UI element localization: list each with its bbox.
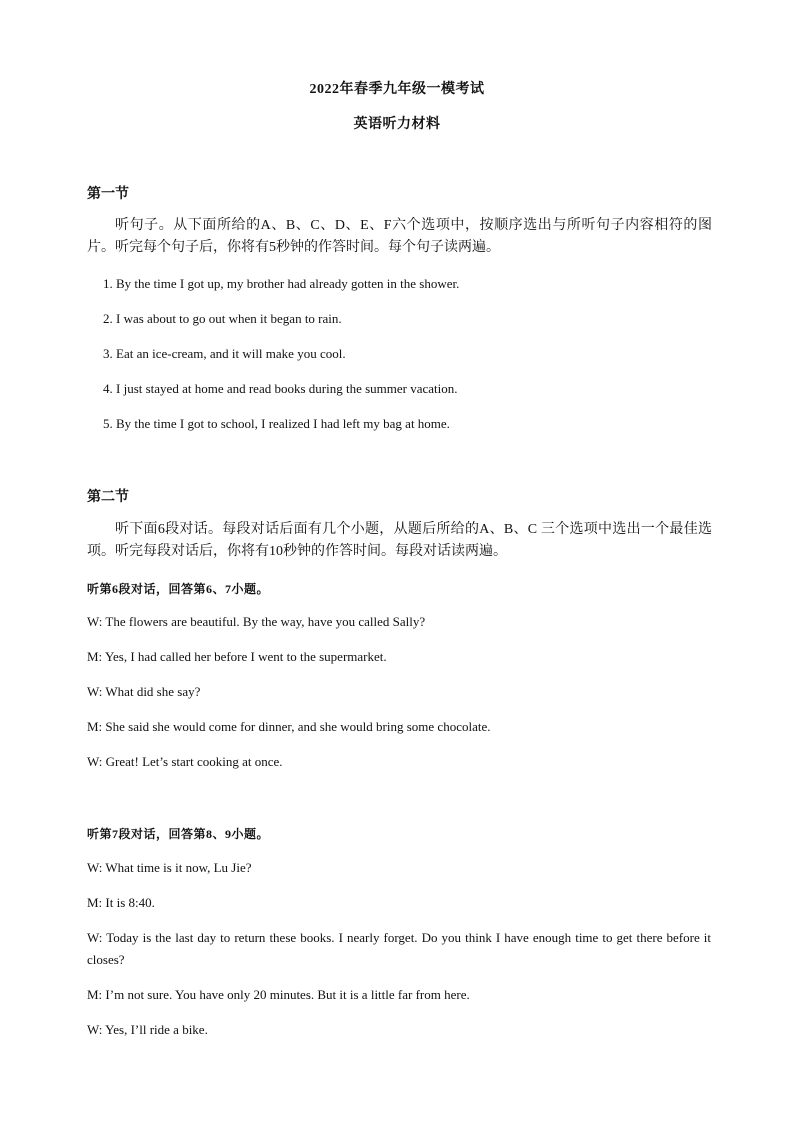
dialogue-line: M: She said she would come for dinner, and she would bring some chocolate. — [87, 719, 491, 734]
dialogue-line: M: Yes, I had called her before I went to the supermarket. — [87, 649, 387, 664]
sentence-item: 2. I was about to go out when it began to rain. — [103, 311, 342, 326]
section1-heading: 第一节 — [87, 187, 129, 202]
dialogue6-heading: 听第6段对话，回答第6、7小题。 — [87, 582, 270, 596]
dialogue-line: W: Today is the last day to return these books. I nearly forget. Do you think I have enough time to get there before it closes? — [87, 930, 711, 967]
dialogue-line: W: What did she say? — [87, 684, 201, 699]
section1-instruction: 听句子。从下面所给的A、B、C、D、E、F六个选项中，按顺序选出与所听句子内容相符的图片。听完每个句子后，你将有5秒钟的作答时间。每个句子读两遍。 — [87, 218, 712, 255]
sentence-item: 4. I just stayed at home and read books during the summer vacation. — [103, 381, 458, 396]
document-subtitle: 英语听力材料 — [353, 117, 441, 132]
dialogue-line: W: Yes, I’ll ride a bike. — [87, 1022, 208, 1037]
document-title: 2022年春季九年级一模考试 — [309, 82, 485, 97]
sentence-item: 5. By the time I got to school, I realized I had left my bag at home. — [103, 416, 450, 431]
dialogue-line: M: It is 8:40. — [87, 895, 155, 910]
dialogue7-heading: 听第7段对话，回答第8、9小题。 — [87, 827, 270, 841]
sentence-item: 1. By the time I got up, my brother had already gotten in the shower. — [103, 276, 460, 291]
section2-heading: 第二节 — [87, 490, 129, 505]
dialogue-line: W: The flowers are beautiful. By the way, have you called Sally? — [87, 614, 426, 629]
section2-instruction: 听下面6段对话。每段对话后面有几个小题，从题后所给的A、B、C 三个选项中选出一个最佳选项。听完每段对话后，你将有10秒钟的作答时间。每段对话读两遍。 — [87, 522, 712, 559]
dialogue-line: W: What time is it now, Lu Jie? — [87, 860, 252, 875]
dialogue-line: W: Great! Let’s start cooking at once. — [87, 754, 283, 769]
dialogue-line: M: I’m not sure. You have only 20 minutes. But it is a little far from here. — [87, 987, 470, 1002]
sentence-item: 3. Eat an ice-cream, and it will make you cool. — [103, 346, 346, 361]
